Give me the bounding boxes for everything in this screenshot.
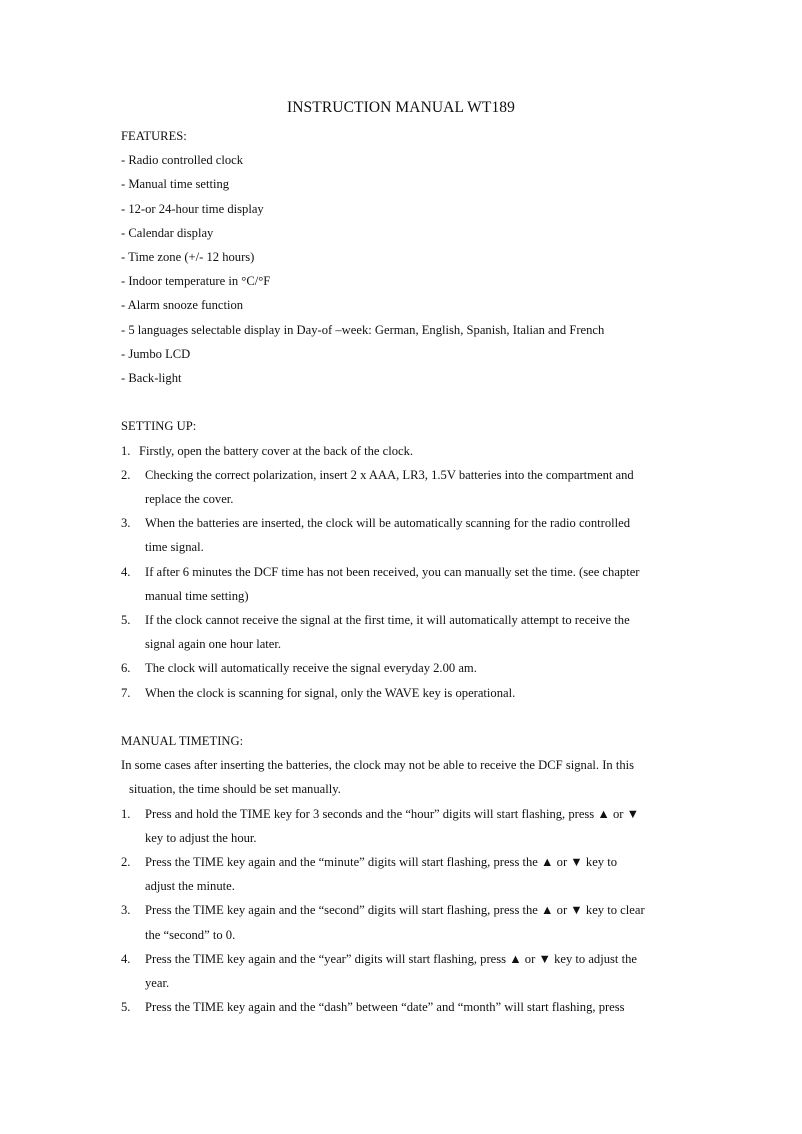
step-text: replace the cover. [145,492,234,507]
step-number: 3. [121,903,131,918]
step-number: 5. [121,1000,131,1015]
intro-text: In some cases after inserting the batteries, the clock may not be able to receive the DCF signal. In this [121,758,635,773]
step-text: the “second” to 0. [145,927,236,942]
step-text: year. [145,976,170,991]
manual-step-5 [121,995,691,1019]
setup-step-6 [121,656,691,680]
manual-content [121,124,691,1019]
step-text: manual time setting) [145,588,249,603]
feature-item: - Calendar display [121,225,214,240]
step-text: The clock will automatically receive the signal everyday 2.00 am. [145,661,477,676]
step-text: Firstly, open the battery cover at the back of the clock. [139,443,414,458]
step-number: 4. [121,951,131,966]
feature-item: - 5 languages selectable display in Day-of –week: German, English, Spanish, Italian and French [121,322,605,337]
step-text: Press the TIME key again and the “second” digits will start flashing, press the ▲ or ▼ key to clear [145,903,645,918]
manual-step-2 [121,850,691,898]
feature-item: - Alarm snooze function [121,298,244,313]
step-number: 7. [121,685,131,700]
feature-item: - 12-or 24-hour time display [121,201,264,216]
setup-step-3 [121,511,691,559]
step-number: 2. [121,855,131,870]
step-text: key to adjust the hour. [145,830,257,845]
step-number: 6. [121,661,131,676]
manual-step-3 [121,898,691,946]
setting-up-heading: SETTING UP: [121,419,197,434]
feature-item: - Manual time setting [121,177,230,192]
step-number: 1. [121,443,131,458]
step-text: signal again one hour later. [145,637,282,652]
step-text: adjust the minute. [145,879,235,894]
manual-timeting-heading: MANUAL TIMETING: [121,734,244,749]
setup-step-2 [121,463,691,511]
feature-item: - Indoor temperature in °C/°F [121,274,271,289]
step-text: Press the TIME key again and the “dash” between “date” and “month” will start flashing, press [145,1000,625,1015]
step-text: If the clock cannot receive the signal at the first time, it will automatically attempt to receive the [145,613,630,628]
feature-item: - Time zone (+/- 12 hours) [121,250,255,265]
step-text: When the clock is scanning for signal, only the WAVE key is operational. [145,685,516,700]
step-number: 4. [121,564,131,579]
setup-step-4 [121,560,691,608]
section-gap [121,390,691,414]
feature-item: - Radio controlled clock [121,153,244,168]
features-heading: FEATURES: [121,129,187,143]
step-number: 5. [121,613,131,628]
step-text: Press the TIME key again and the “year” digits will start flashing, press ▲ or ▼ key to adjust the [145,951,637,966]
setup-step-7 [121,681,691,705]
step-text: Checking the correct polarization, insert 2 x AAA, LR3, 1.5V batteries into the compartment and [145,467,634,482]
intro-text: situation, the time should be set manually. [129,782,341,797]
step-text: If after 6 minutes the DCF time has not been received, you can manually set the time. (see chapter [145,564,640,579]
feature-item: - Jumbo LCD [121,346,191,361]
setup-step-1 [121,439,691,463]
step-text: time signal. [145,540,204,555]
section-gap [121,705,691,729]
step-number: 1. [121,806,131,821]
setup-step-5 [121,608,691,656]
manual-step-4 [121,947,691,995]
step-text: Press the TIME key again and the “minute” digits will start flashing, press the ▲ or ▼ key to [145,855,618,870]
step-text: Press and hold the TIME key for 3 seconds and the “hour” digits will start flashing, press ▲ or ▼ [145,806,640,821]
feature-item: - Back-light [121,371,182,386]
step-number: 3. [121,516,131,531]
step-text: When the batteries are inserted, the clock will be automatically scanning for the radio controlled [145,516,631,531]
step-number: 2. [121,467,131,482]
page-title: INSTRUCTION MANUAL WT189 [287,99,515,116]
manual-step-1 [121,802,691,850]
